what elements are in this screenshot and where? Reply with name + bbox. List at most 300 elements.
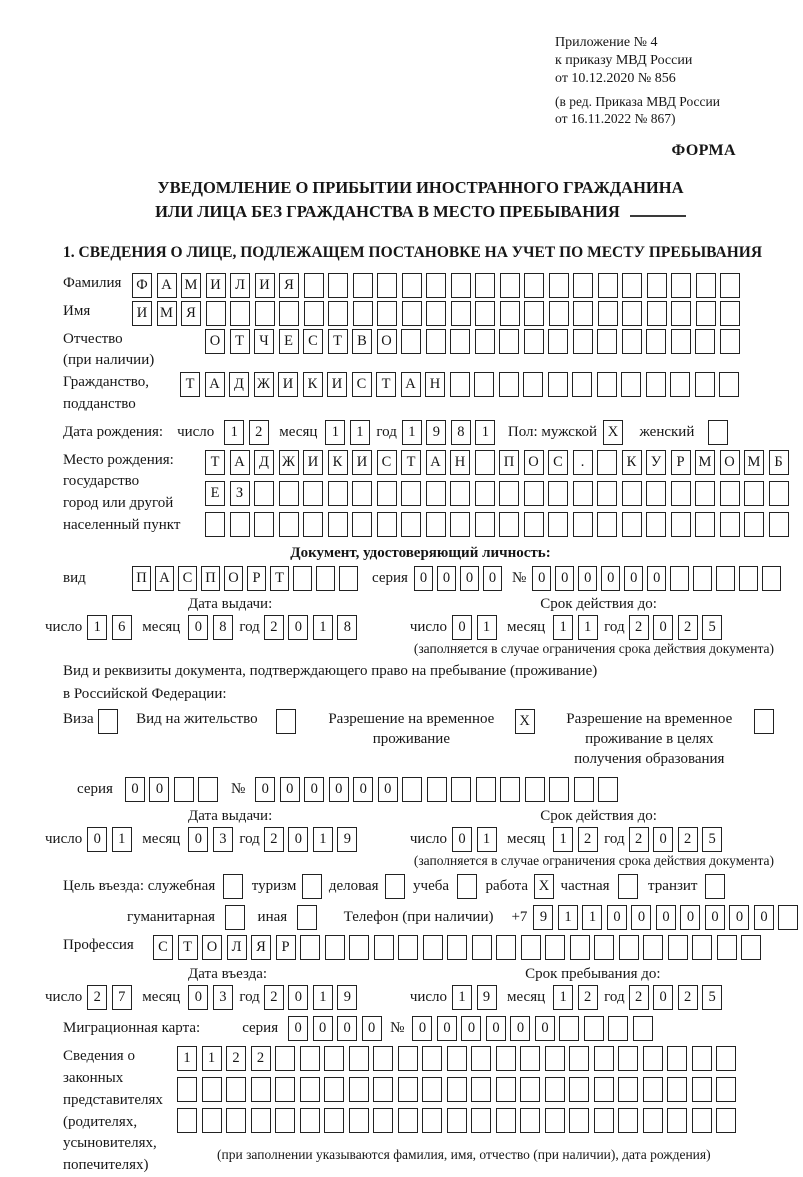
- rvp-issue-month-cells[interactable]: [188, 827, 237, 852]
- purpose-private-checkbox[interactable]: [618, 874, 643, 899]
- char-cell[interactable]: [744, 512, 764, 537]
- char-cell[interactable]: Н: [425, 372, 445, 397]
- representatives-cells-3[interactable]: [177, 1108, 741, 1133]
- char-cell[interactable]: 1: [313, 985, 333, 1010]
- char-cell[interactable]: [671, 273, 691, 298]
- char-cell[interactable]: [302, 874, 322, 899]
- char-cell[interactable]: [692, 1077, 712, 1102]
- char-cell[interactable]: 0: [486, 1016, 506, 1041]
- char-cell[interactable]: [621, 372, 641, 397]
- char-cell[interactable]: [633, 1016, 653, 1041]
- rvp-series-cells[interactable]: [125, 777, 223, 802]
- char-cell[interactable]: [524, 481, 544, 506]
- char-cell[interactable]: [693, 566, 712, 591]
- char-cell[interactable]: И: [303, 450, 323, 475]
- char-cell[interactable]: Р: [247, 566, 266, 591]
- char-cell[interactable]: О: [720, 450, 740, 475]
- char-cell[interactable]: [297, 905, 317, 930]
- char-cell[interactable]: [324, 1108, 344, 1133]
- char-cell[interactable]: 0: [460, 566, 479, 591]
- char-cell[interactable]: [451, 301, 471, 326]
- char-cell[interactable]: 0: [288, 985, 308, 1010]
- rvp-number-cells[interactable]: [255, 777, 623, 802]
- char-cell[interactable]: [716, 1108, 736, 1133]
- char-cell[interactable]: [293, 566, 312, 591]
- char-cell[interactable]: [279, 481, 299, 506]
- char-cell[interactable]: О: [224, 566, 243, 591]
- doc-type-cells[interactable]: [132, 566, 362, 591]
- char-cell[interactable]: [499, 372, 519, 397]
- char-cell[interactable]: [573, 481, 593, 506]
- char-cell[interactable]: 0: [149, 777, 169, 802]
- char-cell[interactable]: [545, 1046, 565, 1071]
- char-cell[interactable]: [447, 935, 467, 960]
- char-cell[interactable]: 0: [754, 905, 774, 930]
- representatives-cells-2[interactable]: [177, 1077, 741, 1102]
- char-cell[interactable]: [177, 1077, 197, 1102]
- char-cell[interactable]: 9: [533, 905, 553, 930]
- char-cell[interactable]: [353, 273, 373, 298]
- char-cell[interactable]: И: [278, 372, 298, 397]
- char-cell[interactable]: 1: [578, 615, 598, 640]
- purpose-study-checkbox[interactable]: [457, 874, 482, 899]
- char-cell[interactable]: [398, 935, 418, 960]
- char-cell[interactable]: [447, 1077, 467, 1102]
- char-cell[interactable]: [398, 1108, 418, 1133]
- char-cell[interactable]: [279, 301, 299, 326]
- char-cell[interactable]: 0: [510, 1016, 530, 1041]
- char-cell[interactable]: 0: [601, 566, 620, 591]
- char-cell[interactable]: [422, 1046, 442, 1071]
- char-cell[interactable]: 0: [280, 777, 300, 802]
- char-cell[interactable]: 2: [629, 827, 649, 852]
- char-cell[interactable]: [618, 1077, 638, 1102]
- char-cell[interactable]: [472, 935, 492, 960]
- char-cell[interactable]: 0: [452, 827, 472, 852]
- char-cell[interactable]: [202, 1077, 222, 1102]
- char-cell[interactable]: 2: [629, 985, 649, 1010]
- char-cell[interactable]: 0: [578, 566, 597, 591]
- char-cell[interactable]: 3: [213, 827, 233, 852]
- char-cell[interactable]: 0: [452, 615, 472, 640]
- char-cell[interactable]: [426, 301, 446, 326]
- char-cell[interactable]: [549, 273, 569, 298]
- char-cell[interactable]: А: [155, 566, 174, 591]
- char-cell[interactable]: [352, 481, 372, 506]
- char-cell[interactable]: [230, 301, 250, 326]
- doc-issue-month-cells[interactable]: [188, 615, 237, 640]
- char-cell[interactable]: [353, 301, 373, 326]
- char-cell[interactable]: [402, 777, 422, 802]
- char-cell[interactable]: Т: [401, 450, 421, 475]
- char-cell[interactable]: [471, 1108, 491, 1133]
- char-cell[interactable]: [548, 481, 568, 506]
- char-cell[interactable]: А: [401, 372, 421, 397]
- char-cell[interactable]: 0: [653, 985, 673, 1010]
- char-cell[interactable]: 1: [475, 420, 495, 445]
- char-cell[interactable]: 1: [477, 615, 497, 640]
- char-cell[interactable]: 1: [582, 905, 602, 930]
- char-cell[interactable]: [594, 1108, 614, 1133]
- char-cell[interactable]: [574, 777, 594, 802]
- char-cell[interactable]: М: [181, 273, 201, 298]
- char-cell[interactable]: [622, 481, 642, 506]
- rvp-valid-month-cells[interactable]: [553, 827, 602, 852]
- char-cell[interactable]: X: [603, 420, 623, 445]
- char-cell[interactable]: [618, 1108, 638, 1133]
- char-cell[interactable]: [401, 481, 421, 506]
- char-cell[interactable]: [622, 301, 642, 326]
- char-cell[interactable]: 9: [337, 985, 357, 1010]
- char-cell[interactable]: [377, 481, 397, 506]
- stay-day-cells[interactable]: [452, 985, 501, 1010]
- rvp-issue-year-cells[interactable]: [264, 827, 362, 852]
- char-cell[interactable]: [205, 512, 225, 537]
- char-cell[interactable]: 0: [313, 1016, 333, 1041]
- char-cell[interactable]: 1: [313, 615, 333, 640]
- char-cell[interactable]: 1: [452, 985, 472, 1010]
- char-cell[interactable]: [328, 512, 348, 537]
- char-cell[interactable]: [671, 329, 691, 354]
- char-cell[interactable]: 0: [437, 566, 456, 591]
- char-cell[interactable]: [570, 935, 590, 960]
- char-cell[interactable]: Т: [180, 372, 200, 397]
- char-cell[interactable]: .: [573, 450, 593, 475]
- char-cell[interactable]: 9: [337, 827, 357, 852]
- char-cell[interactable]: [716, 1046, 736, 1071]
- char-cell[interactable]: [328, 273, 348, 298]
- char-cell[interactable]: [548, 329, 568, 354]
- char-cell[interactable]: [573, 329, 593, 354]
- temp-residence-edu-checkbox[interactable]: [754, 709, 779, 734]
- char-cell[interactable]: [520, 1077, 540, 1102]
- char-cell[interactable]: [426, 273, 446, 298]
- char-cell[interactable]: Я: [251, 935, 271, 960]
- char-cell[interactable]: [226, 1108, 246, 1133]
- char-cell[interactable]: [198, 777, 218, 802]
- char-cell[interactable]: [646, 372, 666, 397]
- char-cell[interactable]: [447, 1108, 467, 1133]
- doc-issue-year-cells[interactable]: [264, 615, 362, 640]
- stay-month-cells[interactable]: [553, 985, 602, 1010]
- char-cell[interactable]: Л: [230, 273, 250, 298]
- char-cell[interactable]: [275, 1077, 295, 1102]
- char-cell[interactable]: [762, 566, 781, 591]
- char-cell[interactable]: [598, 301, 618, 326]
- char-cell[interactable]: [569, 1108, 589, 1133]
- char-cell[interactable]: [275, 1046, 295, 1071]
- sex-female-checkbox[interactable]: [708, 420, 733, 445]
- char-cell[interactable]: [328, 481, 348, 506]
- char-cell[interactable]: 8: [213, 615, 233, 640]
- char-cell[interactable]: [499, 329, 519, 354]
- char-cell[interactable]: [300, 1077, 320, 1102]
- char-cell[interactable]: [476, 777, 496, 802]
- birth-year-cells[interactable]: [402, 420, 500, 445]
- char-cell[interactable]: О: [377, 329, 397, 354]
- char-cell[interactable]: 1: [402, 420, 422, 445]
- char-cell[interactable]: С: [303, 329, 323, 354]
- char-cell[interactable]: [717, 935, 737, 960]
- char-cell[interactable]: [202, 1108, 222, 1133]
- char-cell[interactable]: [692, 1046, 712, 1071]
- char-cell[interactable]: М: [744, 450, 764, 475]
- entry-month-cells[interactable]: [188, 985, 237, 1010]
- char-cell[interactable]: [402, 301, 422, 326]
- char-cell[interactable]: [643, 935, 663, 960]
- char-cell[interactable]: [324, 1077, 344, 1102]
- char-cell[interactable]: И: [352, 450, 372, 475]
- mig-number-cells[interactable]: [412, 1016, 657, 1041]
- char-cell[interactable]: [251, 1108, 271, 1133]
- sex-male-checkbox[interactable]: [603, 420, 628, 445]
- char-cell[interactable]: [619, 935, 639, 960]
- char-cell[interactable]: [720, 329, 740, 354]
- char-cell[interactable]: 0: [414, 566, 433, 591]
- char-cell[interactable]: [475, 450, 495, 475]
- char-cell[interactable]: [349, 1077, 369, 1102]
- doc-valid-day-cells[interactable]: [452, 615, 501, 640]
- char-cell[interactable]: [597, 512, 617, 537]
- char-cell[interactable]: [696, 301, 716, 326]
- profession-cells[interactable]: [153, 935, 766, 960]
- char-cell[interactable]: [447, 1046, 467, 1071]
- char-cell[interactable]: 2: [264, 985, 284, 1010]
- char-cell[interactable]: [226, 1077, 246, 1102]
- char-cell[interactable]: [719, 372, 739, 397]
- char-cell[interactable]: [597, 481, 617, 506]
- entry-day-cells[interactable]: [87, 985, 136, 1010]
- char-cell[interactable]: [559, 1016, 579, 1041]
- char-cell[interactable]: [670, 566, 689, 591]
- char-cell[interactable]: [303, 481, 323, 506]
- residence-permit-checkbox[interactable]: [276, 709, 301, 734]
- char-cell[interactable]: [475, 329, 495, 354]
- char-cell[interactable]: [569, 1046, 589, 1071]
- char-cell[interactable]: 2: [678, 827, 698, 852]
- char-cell[interactable]: [525, 777, 545, 802]
- char-cell[interactable]: [695, 512, 715, 537]
- char-cell[interactable]: [275, 1108, 295, 1133]
- char-cell[interactable]: [622, 273, 642, 298]
- char-cell[interactable]: С: [548, 450, 568, 475]
- birth-day-cells[interactable]: [224, 420, 273, 445]
- char-cell[interactable]: [398, 1077, 418, 1102]
- visa-checkbox[interactable]: [98, 709, 123, 734]
- char-cell[interactable]: [475, 273, 495, 298]
- char-cell[interactable]: X: [515, 709, 535, 734]
- char-cell[interactable]: [457, 874, 477, 899]
- char-cell[interactable]: [667, 1077, 687, 1102]
- char-cell[interactable]: 2: [87, 985, 107, 1010]
- char-cell[interactable]: [739, 566, 758, 591]
- char-cell[interactable]: П: [132, 566, 151, 591]
- char-cell[interactable]: [584, 1016, 604, 1041]
- char-cell[interactable]: [622, 329, 642, 354]
- char-cell[interactable]: 1: [553, 985, 573, 1010]
- char-cell[interactable]: 2: [264, 827, 284, 852]
- char-cell[interactable]: 0: [705, 905, 725, 930]
- char-cell[interactable]: [422, 1077, 442, 1102]
- char-cell[interactable]: Т: [178, 935, 198, 960]
- char-cell[interactable]: 0: [337, 1016, 357, 1041]
- char-cell[interactable]: С: [352, 372, 372, 397]
- char-cell[interactable]: 0: [483, 566, 502, 591]
- char-cell[interactable]: [255, 301, 275, 326]
- surname-cells[interactable]: [132, 273, 745, 298]
- char-cell[interactable]: 9: [426, 420, 446, 445]
- char-cell[interactable]: [667, 1046, 687, 1071]
- char-cell[interactable]: [339, 566, 358, 591]
- char-cell[interactable]: П: [201, 566, 220, 591]
- char-cell[interactable]: 2: [578, 985, 598, 1010]
- char-cell[interactable]: [524, 301, 544, 326]
- char-cell[interactable]: Д: [254, 450, 274, 475]
- char-cell[interactable]: [720, 512, 740, 537]
- char-cell[interactable]: С: [153, 935, 173, 960]
- char-cell[interactable]: С: [178, 566, 197, 591]
- char-cell[interactable]: [618, 1046, 638, 1071]
- char-cell[interactable]: 9: [477, 985, 497, 1010]
- char-cell[interactable]: [705, 874, 725, 899]
- char-cell[interactable]: [475, 512, 495, 537]
- char-cell[interactable]: 0: [624, 566, 643, 591]
- mig-series-cells[interactable]: [288, 1016, 386, 1041]
- char-cell[interactable]: [177, 1108, 197, 1133]
- char-cell[interactable]: 5: [702, 827, 722, 852]
- char-cell[interactable]: [174, 777, 194, 802]
- char-cell[interactable]: 5: [702, 615, 722, 640]
- char-cell[interactable]: [548, 372, 568, 397]
- char-cell[interactable]: Т: [230, 329, 250, 354]
- char-cell[interactable]: И: [327, 372, 347, 397]
- char-cell[interactable]: 0: [188, 827, 208, 852]
- char-cell[interactable]: [426, 481, 446, 506]
- char-cell[interactable]: 0: [188, 615, 208, 640]
- char-cell[interactable]: 8: [451, 420, 471, 445]
- purpose-tourism-checkbox[interactable]: [302, 874, 327, 899]
- char-cell[interactable]: [398, 1046, 418, 1071]
- char-cell[interactable]: П: [499, 450, 519, 475]
- char-cell[interactable]: Т: [376, 372, 396, 397]
- char-cell[interactable]: [524, 329, 544, 354]
- char-cell[interactable]: Ф: [132, 273, 152, 298]
- char-cell[interactable]: У: [646, 450, 666, 475]
- char-cell[interactable]: 0: [532, 566, 551, 591]
- char-cell[interactable]: [427, 777, 447, 802]
- char-cell[interactable]: [598, 273, 618, 298]
- char-cell[interactable]: 0: [607, 905, 627, 930]
- char-cell[interactable]: 2: [629, 615, 649, 640]
- char-cell[interactable]: Т: [328, 329, 348, 354]
- char-cell[interactable]: [520, 1108, 540, 1133]
- char-cell[interactable]: [500, 273, 520, 298]
- char-cell[interactable]: [402, 273, 422, 298]
- representatives-cells-1[interactable]: [177, 1046, 741, 1071]
- char-cell[interactable]: Т: [270, 566, 289, 591]
- char-cell[interactable]: [450, 512, 470, 537]
- char-cell[interactable]: 0: [188, 985, 208, 1010]
- char-cell[interactable]: 0: [437, 1016, 457, 1041]
- char-cell[interactable]: [597, 372, 617, 397]
- char-cell[interactable]: [521, 935, 541, 960]
- char-cell[interactable]: [374, 935, 394, 960]
- char-cell[interactable]: 1: [224, 420, 244, 445]
- char-cell[interactable]: [422, 1108, 442, 1133]
- char-cell[interactable]: [769, 512, 789, 537]
- char-cell[interactable]: [377, 512, 397, 537]
- char-cell[interactable]: [545, 1108, 565, 1133]
- char-cell[interactable]: А: [205, 372, 225, 397]
- purpose-humanitarian-checkbox[interactable]: [225, 905, 250, 930]
- char-cell[interactable]: [573, 512, 593, 537]
- char-cell[interactable]: [471, 1046, 491, 1071]
- char-cell[interactable]: X: [534, 874, 554, 899]
- char-cell[interactable]: 0: [362, 1016, 382, 1041]
- purpose-work-checkbox[interactable]: [534, 874, 559, 899]
- char-cell[interactable]: 0: [653, 615, 673, 640]
- char-cell[interactable]: [450, 329, 470, 354]
- char-cell[interactable]: 2: [251, 1046, 271, 1071]
- char-cell[interactable]: [646, 512, 666, 537]
- char-cell[interactable]: О: [202, 935, 222, 960]
- char-cell[interactable]: [401, 329, 421, 354]
- char-cell[interactable]: [303, 512, 323, 537]
- char-cell[interactable]: [594, 1077, 614, 1102]
- char-cell[interactable]: [373, 1046, 393, 1071]
- char-cell[interactable]: [524, 512, 544, 537]
- doc-series-cells[interactable]: [414, 566, 506, 591]
- char-cell[interactable]: [572, 372, 592, 397]
- purpose-other-checkbox[interactable]: [297, 905, 322, 930]
- char-cell[interactable]: Я: [279, 273, 299, 298]
- phone-cells[interactable]: [533, 905, 803, 930]
- char-cell[interactable]: [671, 481, 691, 506]
- char-cell[interactable]: Л: [227, 935, 247, 960]
- char-cell[interactable]: [720, 481, 740, 506]
- char-cell[interactable]: 0: [304, 777, 324, 802]
- char-cell[interactable]: 2: [678, 615, 698, 640]
- char-cell[interactable]: [300, 1108, 320, 1133]
- char-cell[interactable]: [716, 566, 735, 591]
- char-cell[interactable]: [754, 709, 774, 734]
- char-cell[interactable]: К: [328, 450, 348, 475]
- char-cell[interactable]: [251, 1077, 271, 1102]
- char-cell[interactable]: [206, 301, 226, 326]
- char-cell[interactable]: [520, 1046, 540, 1071]
- char-cell[interactable]: [573, 301, 593, 326]
- char-cell[interactable]: [670, 372, 690, 397]
- entry-year-cells[interactable]: [264, 985, 362, 1010]
- char-cell[interactable]: [423, 935, 443, 960]
- char-cell[interactable]: [549, 301, 569, 326]
- char-cell[interactable]: 0: [125, 777, 145, 802]
- char-cell[interactable]: [279, 512, 299, 537]
- char-cell[interactable]: О: [524, 450, 544, 475]
- char-cell[interactable]: Е: [279, 329, 299, 354]
- char-cell[interactable]: [471, 1077, 491, 1102]
- char-cell[interactable]: [500, 777, 520, 802]
- char-cell[interactable]: 6: [112, 615, 132, 640]
- char-cell[interactable]: 0: [378, 777, 398, 802]
- char-cell[interactable]: [475, 481, 495, 506]
- char-cell[interactable]: [548, 512, 568, 537]
- char-cell[interactable]: Е: [205, 481, 225, 506]
- doc-valid-month-cells[interactable]: [553, 615, 602, 640]
- name-cells[interactable]: [132, 301, 745, 326]
- char-cell[interactable]: [608, 1016, 628, 1041]
- char-cell[interactable]: [708, 420, 728, 445]
